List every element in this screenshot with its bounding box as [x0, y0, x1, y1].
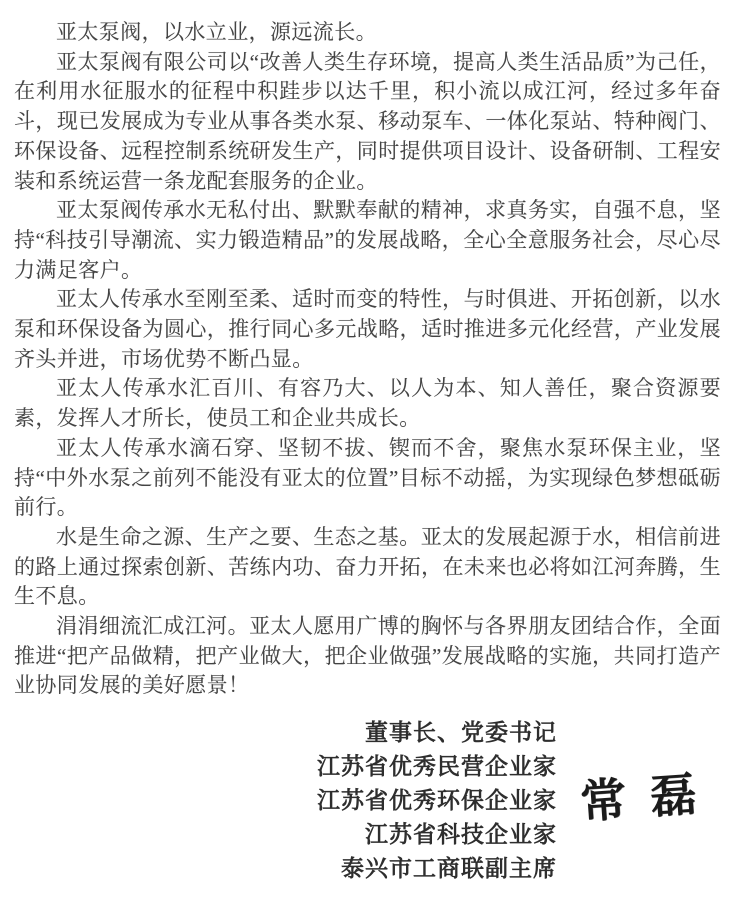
body-paragraph: 亚太人传承水至刚至柔、适时而变的特性，与时俱进、开拓创新，以水泵和环保设备为圆心，推行同心多元战略，适时推进多元化经营，产业发展齐头并进，市场优势不断凸显。: [14, 287, 721, 371]
signature-block: [14, 715, 721, 910]
title-line-private-entrepreneur: 江苏省优秀民营企业家: [317, 753, 557, 780]
signature-titles: [14, 715, 557, 885]
body-paragraph: 亚太人传承水汇百川、有容乃大、以人为本、知人善任，聚合资源要素，发挥人才所长，使员工和企业共成长。: [14, 376, 721, 431]
body-paragraph: 亚太人传承水滴石穿、坚韧不拔、锲而不舍，聚焦水泵环保主业，坚持“中外水泵之前列不能没有亚太的位置”目标不动摇，为实现绿色梦想砥砺前行。: [14, 435, 721, 520]
body-paragraph: 亚太泵阀传承水无私付出、默默奉献的精神，求真务实，自强不息，坚持“科技引导潮流、实力锻造精品”的发展战略，全心全意服务社会，尽心尽力满足客户。: [14, 198, 721, 282]
title-line-environmental-entrepreneur: 江苏省优秀环保企业家: [317, 787, 557, 814]
body-paragraph: 亚太泵阀，以水立业，源远流长。: [56, 20, 377, 44]
body-paragraph: 水是生命之源、生产之要、生态之基。亚太的发展起源于水，相信前进的路上通过探索创新、苦练内功、奋力开拓，在未来也必将如江河奔腾，生生不息。: [14, 524, 721, 609]
body-paragraph: 亚太泵阀有限公司以“改善人类生存环境，提高人类生活品质”为己任，在利用水征服水的征程中积跬步以达千里，积小流以成江河，经过多年奋斗，现已发展成为专业从事各类水泵、移动泵车、一体化泵站、特种阀门、环保设备、远程控制系统研发生产，同时提供项目设计、设备研制、工程安装和系统运营一条龙配套服务的企业。: [14, 49, 721, 193]
title-line-tech-entrepreneur: 江苏省科技企业家: [365, 821, 557, 848]
title-line-federation-vice-chairman: 泰兴市工商联副主席: [341, 855, 557, 882]
body-paragraph: 涓涓细流汇成江河。亚太人愿用广博的胸怀与各界朋友团结合作，全面推进“把产品做精，把产业做大，把企业做强”发展战略的实施，共同打造产业协同发展的美好愿景！: [14, 614, 721, 698]
title-line-chairman: 董事长、党委书记: [365, 719, 557, 746]
letter-body: [14, 18, 721, 910]
handwritten-signature: 常磊: [578, 767, 722, 828]
